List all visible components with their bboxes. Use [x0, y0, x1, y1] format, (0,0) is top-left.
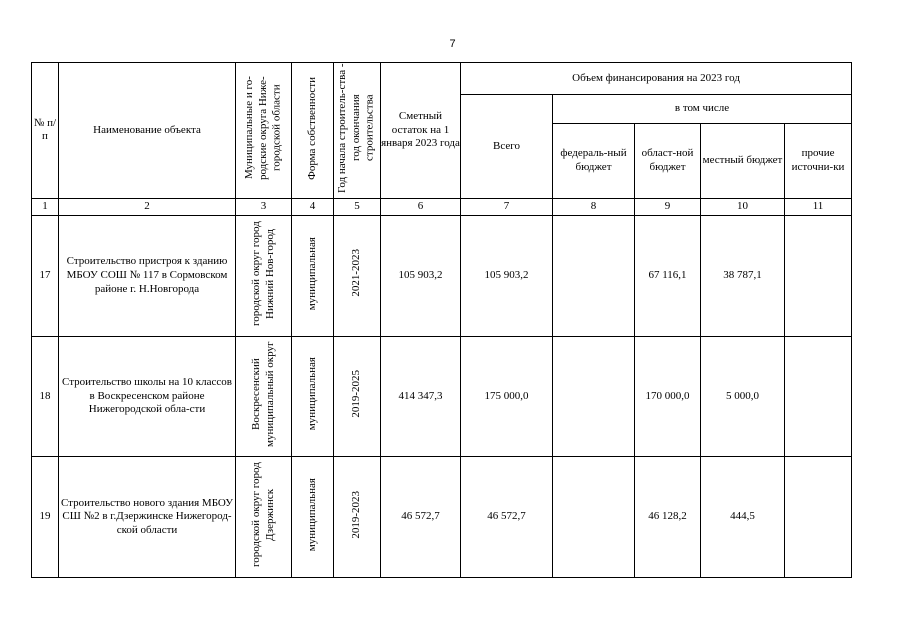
row-municipal-text: городской округ город Дзержинск — [249, 462, 276, 568]
page-number: 7 — [449, 38, 456, 50]
column-number: 4 — [292, 198, 334, 215]
row-municipal — [236, 457, 292, 578]
row-balance: 46 572,7 — [381, 457, 461, 578]
row-no: 17 — [32, 215, 59, 336]
row-no: 18 — [32, 336, 59, 457]
row-years — [334, 457, 381, 578]
column-number: 8 — [553, 198, 635, 215]
column-number: 5 — [334, 198, 381, 215]
financing-table — [31, 62, 852, 578]
header-balance: Сметный остаток на 1 января 2023 года — [381, 63, 461, 199]
row-federal — [553, 336, 635, 457]
row-no: 19 — [32, 457, 59, 578]
row-municipal — [236, 336, 292, 457]
row-local: 444,5 — [701, 457, 785, 578]
row-name: Строительство школы на 10 классов в Воскресенском районе Нижегородской обла-сти — [59, 336, 236, 457]
header-no: № п/ п — [32, 63, 59, 199]
row-local: 38 787,1 — [701, 215, 785, 336]
header-federal: федераль-ный бюджет — [553, 123, 635, 198]
row-total: 105 903,2 — [461, 215, 553, 336]
row-name: Строительство пристроя к зданию МБОУ СОШ № 117 в Сормовском районе г. Н.Новгорода — [59, 215, 236, 336]
column-number: 2 — [59, 198, 236, 215]
row-years-text: 2021-2023 — [350, 249, 363, 298]
header-ownership-text: Форма собственности — [305, 76, 318, 180]
header-row-1 — [32, 63, 852, 95]
header-total: Всего — [461, 95, 553, 199]
column-number: 10 — [701, 198, 785, 215]
row-ownership-text: муниципальная — [305, 236, 318, 310]
header-regional: област-ной бюджет — [635, 123, 701, 198]
table-row — [32, 215, 852, 336]
row-other — [785, 457, 852, 578]
row-federal — [553, 215, 635, 336]
column-number: 1 — [32, 198, 59, 215]
row-name: Строительство нового здания МБОУ СШ №2 в г.Дзержинске Нижегород-ской области — [59, 457, 236, 578]
header-years — [334, 63, 381, 199]
row-balance: 105 903,2 — [381, 215, 461, 336]
header-other: прочие источни-ки — [785, 123, 852, 198]
row-years-text: 2019-2023 — [350, 490, 363, 539]
header-local: местный бюджет — [701, 123, 785, 198]
row-years-text: 2019-2025 — [350, 370, 363, 418]
column-number: 9 — [635, 198, 701, 215]
row-other — [785, 215, 852, 336]
row-local: 5 000,0 — [701, 336, 785, 457]
header-name: Наименование объекта — [59, 63, 236, 199]
header-ownership — [292, 63, 334, 199]
column-number: 6 — [381, 198, 461, 215]
row-ownership — [292, 215, 334, 336]
row-ownership — [292, 457, 334, 578]
header-municipal — [236, 63, 292, 199]
row-other — [785, 336, 852, 457]
row-municipal — [236, 215, 292, 336]
row-years — [334, 336, 381, 457]
column-number-row — [32, 198, 852, 215]
row-years — [334, 215, 381, 336]
header-years-text: Год начала строитель-ства - год окончания строительства — [336, 63, 376, 193]
row-municipal-text: Воскресенский муниципальный округ — [249, 341, 276, 447]
row-ownership-text: муниципальная — [305, 357, 318, 431]
header-financing: Объем финансирования на 2023 год — [461, 63, 852, 95]
table-row — [32, 457, 852, 578]
row-ownership — [292, 336, 334, 457]
header-including: в том числе — [553, 95, 852, 124]
column-number: 7 — [461, 198, 553, 215]
row-total: 46 572,7 — [461, 457, 553, 578]
row-regional: 170 000,0 — [635, 336, 701, 457]
row-balance: 414 347,3 — [381, 336, 461, 457]
table-row — [32, 336, 852, 457]
row-federal — [553, 457, 635, 578]
row-total: 175 000,0 — [461, 336, 553, 457]
row-regional: 67 116,1 — [635, 215, 701, 336]
header-municipal-text: Муниципальные и го-родские округа Ниже-городской области — [242, 76, 283, 180]
row-regional: 46 128,2 — [635, 457, 701, 578]
column-number: 3 — [236, 198, 292, 215]
row-municipal-text: городской округ город Нижний Нов-город — [249, 220, 276, 326]
row-ownership-text: муниципальная — [305, 478, 318, 552]
column-number: 11 — [785, 198, 852, 215]
